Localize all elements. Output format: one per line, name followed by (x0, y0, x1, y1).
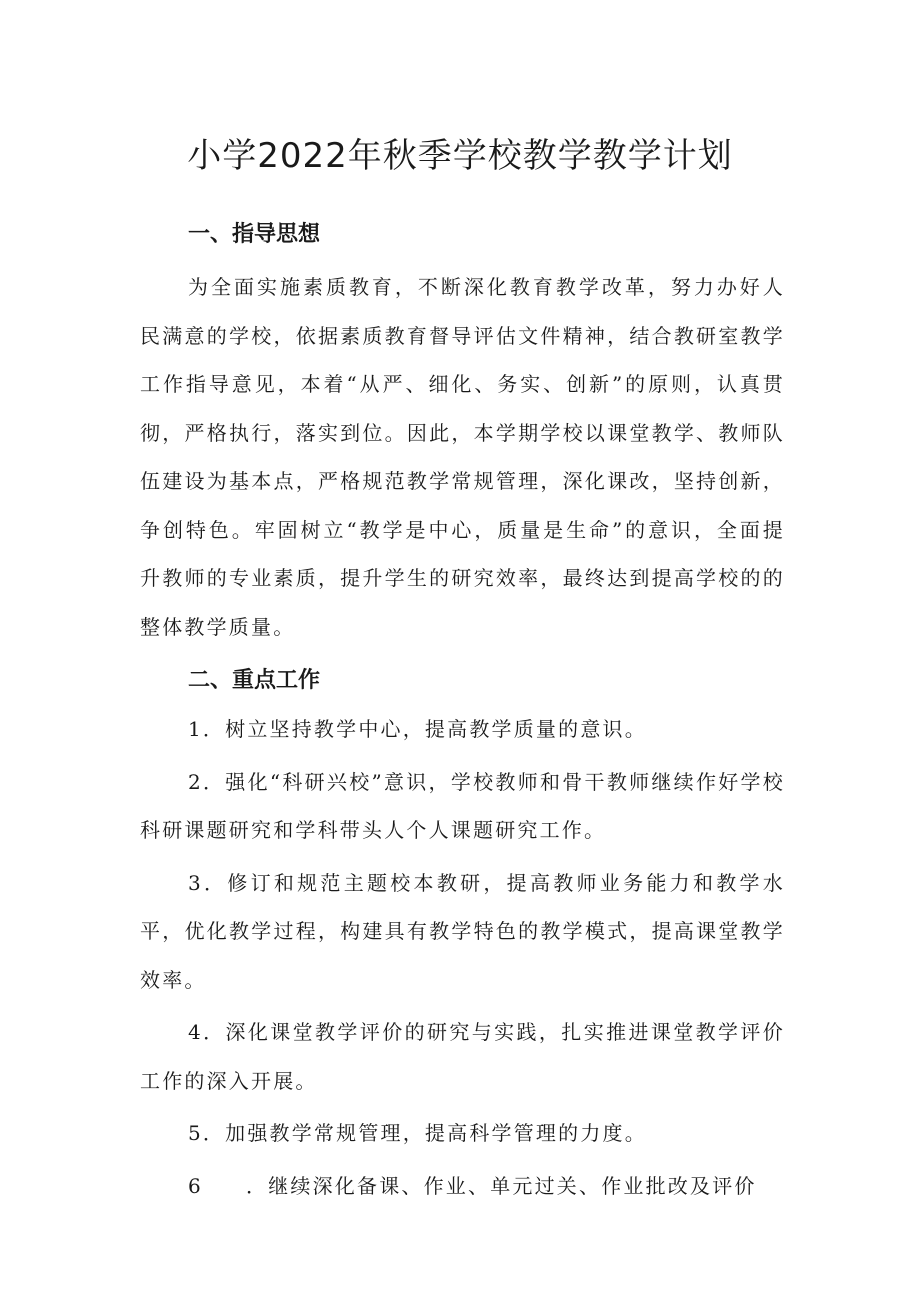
key-work-item-5: 5．加强教学常规管理，提高科学管理的力度。 (188, 1121, 647, 1145)
key-work-item-6-text: ．继续深化备课、作业、单元过关、作业批改及评价 (246, 1173, 757, 1198)
section-heading-guiding-ideology: 一、指导思想 (188, 222, 321, 247)
guiding-ideology-paragraph: 为全面实施素质教育，不断深化教育教学改革，努力办好人民满意的学校，依据素质教育督导评估文件精神，结合教研室教学工作指导意见，本着“从严、细化、务实、创新”的原则，认真贯彻，严格执行，落实到位。因此，本学期学校以课堂教学、教师队伍建设为基本点，严格规范教学常规管理，深化课改，坚持创新，争创特色。牢固树立“教学是中心，质量是生命”的意识，全面提升教师的专业素质，提升学生的研究效率，最终达到提高学校的的整体教学质量。 (140, 275, 785, 639)
key-work-item-1: 1．树立坚持教学中心，提高教学质量的意识。 (188, 717, 647, 741)
key-work-item-2: 2．强化“科研兴校”意识，学校教师和骨干教师继续作好学校科研课题研究和学科带头人个人课题研究工作。 (140, 769, 785, 842)
key-work-item-3: 3．修订和规范主题校本教研，提高教师业务能力和教学水平，优化教学过程，构建具有教学特色的教学模式，提高课堂教学效率。 (140, 870, 785, 992)
key-work-item-4: 4．深化课堂教学评价的研究与实践，扎实推进课堂教学评价工作的深入开展。 (140, 1020, 785, 1093)
key-work-item-6-number: 6 (188, 1173, 203, 1198)
document-title: 小学2022年秋季学校教学教学计划 (187, 136, 733, 176)
section-heading-key-work: 二、重点工作 (188, 668, 321, 693)
document-body (140, 215, 785, 1210)
key-work-item-6 (140, 1162, 785, 1211)
